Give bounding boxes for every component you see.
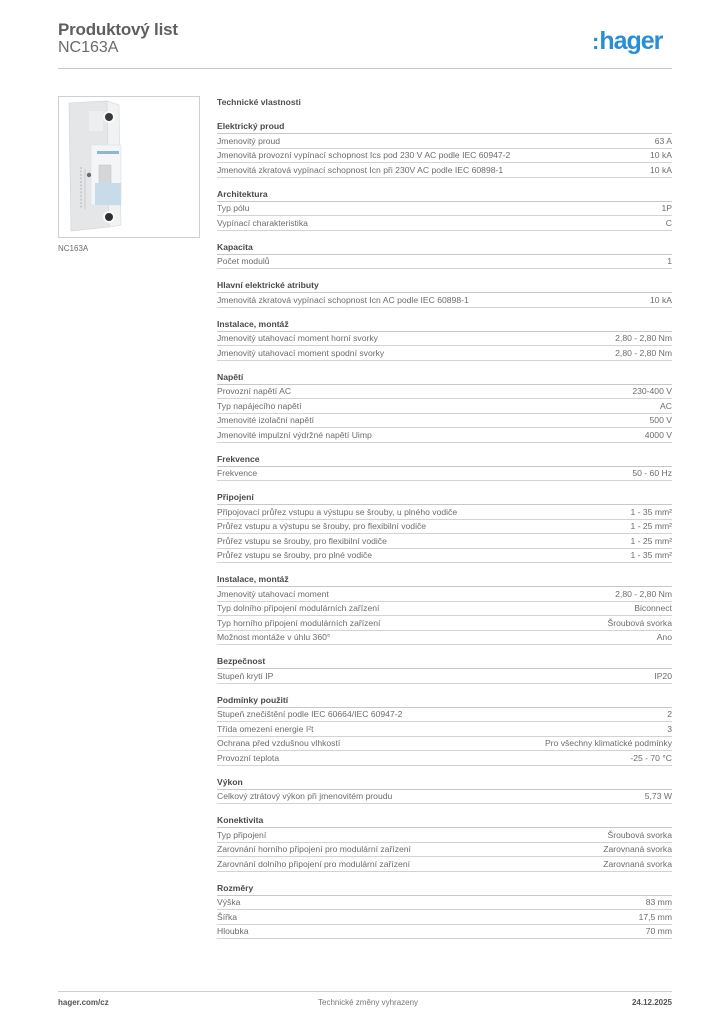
section-title: Napětí [217,371,672,385]
spec-section [217,279,672,308]
spec-value: 50 - 60 Hz [632,468,672,478]
spec-value: Šroubová svorka [607,617,672,628]
spec-label: Výška [217,897,241,907]
spec-row [217,332,672,347]
spec-value: 1 - 25 mm² [630,535,672,546]
spec-row [217,925,672,940]
spec-label: Jmenovitý utahovací moment horní svorky [217,333,378,343]
spec-value: 83 mm [645,897,672,907]
section-title: Bezpečnost [217,655,672,669]
spec-label: Jmenovitý utahovací moment spodní svorky [217,347,385,358]
spec-value: 10 kA [650,164,672,175]
section-title: Frekvence [217,453,672,467]
spec-label: Možnost montáže v úhlu 360° [217,632,331,642]
spec-row [217,293,672,308]
spec-value: 500 V [649,415,672,425]
section-title: Kapacita [217,241,672,255]
spec-value: Zarovnaná svorka [603,858,672,869]
spec-value: 1 - 35 mm² [630,550,672,560]
section-title: Podmínky použití [217,694,672,708]
spec-value: Zarovnaná svorka [603,844,672,854]
spec-section [217,776,672,805]
spec-section [217,318,672,361]
specs-title: Technické vlastnosti [217,97,301,107]
spec-section [217,371,672,443]
circuit-breaker-image [59,97,199,237]
spec-row [217,896,672,911]
spec-row [217,828,672,843]
spec-label: Stupeň krytí IP [217,670,274,681]
spec-value: 1P [661,203,672,213]
spec-value: C [665,217,672,228]
spec-row [217,202,672,217]
spec-section [217,188,672,231]
spec-section [217,655,672,684]
spec-row [217,631,672,646]
spec-label: Třída omezení energie I²t [217,723,314,734]
spec-label: Jmenovitý proud [217,135,281,146]
spec-label: Provozní napětí AC [217,386,292,396]
spec-row [217,737,672,752]
spec-row [217,790,672,805]
spec-label: Zarovnání horního připojení pro modulární zařízení [217,844,411,854]
section-title: Elektrický proud [217,120,672,134]
spec-label: Vypínací charakteristika [217,217,308,228]
spec-label: Frekvence [217,468,258,478]
spec-label: Typ dolního připojení modulárních zařízení [217,603,380,613]
spec-section [217,573,672,645]
spec-value: 1 - 25 mm² [630,521,672,531]
spec-row [217,399,672,414]
spec-label: Ochrana před vzdušnou vlhkostí [217,738,341,748]
spec-row [217,467,672,482]
spec-label: Zarovnání dolního připojení pro modulární zařízení [217,858,410,869]
spec-value: 70 mm [645,926,672,936]
spec-label: Stupeň znečištění podle IEC 60664/IEC 60947-2 [217,709,403,719]
spec-row [217,587,672,602]
spec-value: 2,80 - 2,80 Nm [615,347,672,358]
spec-section [217,694,672,766]
spec-row [217,255,672,270]
spec-row [217,216,672,231]
spec-row [217,751,672,766]
spec-value: Ano [656,632,672,642]
spec-label: Jmenovitá zkratová vypínací schopnost Icn AC podle IEC 60898-1 [217,294,469,305]
spec-row [217,134,672,149]
product-image [58,96,200,238]
spec-value: Šroubová svorka [607,829,672,840]
section-title: Instalace, montáž [217,318,672,332]
header-divider [58,68,672,69]
spec-value: 2 [667,709,672,719]
spec-value: IP20 [654,670,672,681]
spec-row [217,534,672,549]
spec-label: Typ pólu [217,203,250,213]
section-title: Hlavní elektrické atributy [217,279,672,293]
spec-row [217,857,672,872]
spec-row [217,149,672,164]
spec-row [217,843,672,858]
spec-value: 4000 V [644,429,672,440]
footer-divider [58,991,672,992]
spec-value: 1 [667,256,672,266]
spec-label: Průřez vstupu a výstupu se šrouby, pro flexibilní vodiče [217,521,427,531]
spec-row [217,910,672,925]
spec-value: Biconnect [634,603,672,613]
spec-value: Pro všechny klimatické podmínky [544,738,672,748]
spec-label: Jmenovitá zkratová vypínací schopnost Icn při 230V AC podle IEC 60898-1 [217,164,504,175]
spec-row [217,163,672,178]
footer-website[interactable]: hager.com/cz [58,998,109,1007]
spec-row [217,520,672,535]
spec-value: 1 - 35 mm² [630,506,672,517]
spec-row [217,505,672,520]
spec-row [217,602,672,617]
spec-label: Provozní teplota [217,752,280,763]
spec-section [217,120,672,178]
spec-value: AC [660,400,672,411]
spec-row [217,616,672,631]
spec-value: -25 - 70 °C [630,752,672,763]
spec-value: 230-400 V [632,386,672,396]
section-title: Připojení [217,491,672,505]
section-title: Rozměry [217,882,672,896]
spec-row [217,549,672,564]
section-title: Instalace, montáž [217,573,672,587]
spec-value: 10 kA [650,294,672,305]
logo-colon: : [592,29,599,54]
section-title: Architektura [217,188,672,202]
spec-label: Typ napájecího napětí [217,400,302,411]
spec-label: Šířka [217,911,238,922]
spec-label: Typ horního připojení modulárních zařízení [217,617,381,628]
footer-notice: Technické změny vyhrazeny [318,998,419,1007]
spec-sections [217,120,672,939]
spec-row [217,414,672,429]
spec-value: 63 A [654,135,672,146]
product-code: NC163A [58,39,119,56]
section-title: Konektivita [217,814,672,828]
logo-text: hager [599,27,663,55]
spec-row [217,722,672,737]
spec-section [217,491,672,563]
hager-logo [592,27,662,56]
footer-date: 24.12.2025 [631,998,672,1007]
spec-label: Průřez vstupu se šrouby, pro flexibilní vodiče [217,535,387,546]
spec-value: 17,5 mm [638,911,672,922]
spec-label: Typ připojení [217,829,267,840]
spec-row [217,428,672,443]
spec-label: Jmenovitý utahovací moment [217,588,329,599]
spec-label: Hloubka [217,926,249,936]
spec-label: Jmenovité izolační napětí [217,415,314,425]
spec-section [217,241,672,270]
spec-value: 2,80 - 2,80 Nm [615,588,672,599]
technical-specs [217,96,672,949]
page-title: Produktový list [58,20,178,39]
section-title: Výkon [217,776,672,790]
spec-value: 2,80 - 2,80 Nm [615,333,672,343]
spec-label: Jmenovité impulzní výdržné napětí Uimp [217,429,372,440]
spec-label: Jmenovitá provozní vypínací schopnost Ics pod 230 V AC podle IEC 60947-2 [217,150,511,160]
spec-label: Průřez vstupu se šrouby, pro plné vodiče [217,550,373,560]
spec-label: Počet modulů [217,256,270,266]
spec-row [217,385,672,400]
spec-value: 10 kA [650,150,672,160]
image-caption: NC163A [58,244,89,253]
spec-row [217,669,672,684]
spec-label: Celkový ztrátový výkon při jmenovitém proudu [217,791,393,801]
spec-label: Připojovací průřez vstupu a výstupu se šrouby, u plného vodiče [217,506,458,517]
spec-value: 5,73 W [644,791,672,801]
spec-row [217,346,672,361]
spec-section [217,882,672,940]
spec-section [217,453,672,482]
spec-section [217,814,672,872]
spec-value: 3 [667,723,672,734]
spec-row [217,708,672,723]
